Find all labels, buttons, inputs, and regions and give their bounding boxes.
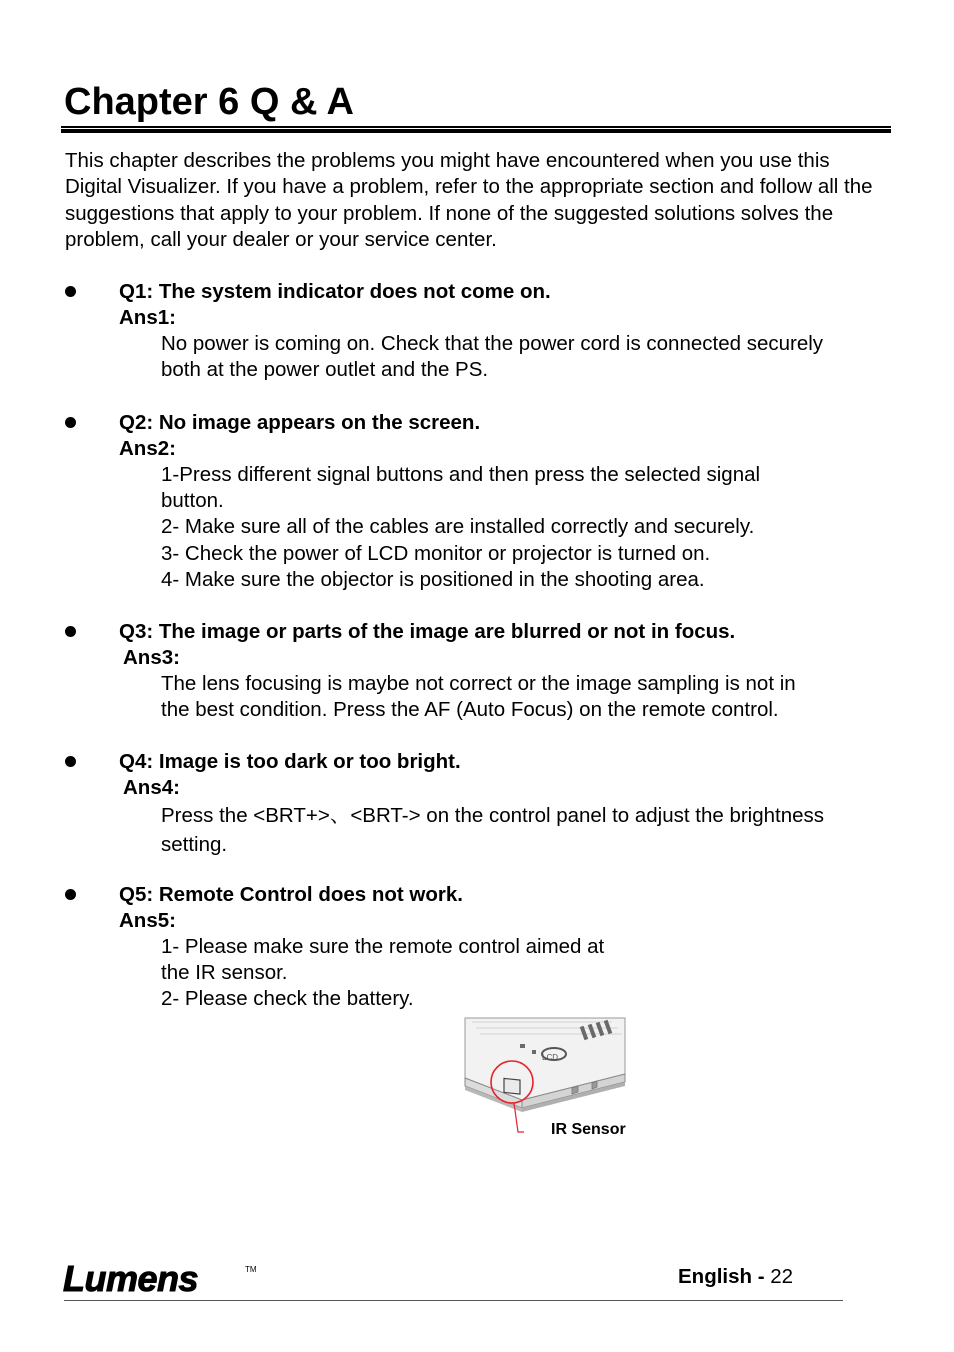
lumens-logo: [63, 1258, 263, 1300]
page-footer-label: [678, 1264, 793, 1290]
answer-label-5: Ans5:: [119, 909, 176, 932]
bullet-icon: [65, 417, 76, 428]
question-2: Q2: No image appears on the screen.: [119, 411, 481, 434]
question-3: Q3: The image or parts of the image are blurred or not in focus.: [119, 620, 736, 643]
answer-line: 1- Please make sure the remote control aimed at: [161, 935, 605, 958]
answer-line: No power is coming on. Check that the power cord is connected securely: [161, 332, 824, 355]
answer-label-3: Ans3:: [123, 646, 180, 669]
answer-label-4: Ans4:: [123, 776, 180, 799]
title-rule: [61, 126, 891, 128]
logo-wordmark: Lumens: [63, 1258, 199, 1299]
answer-4: [161, 801, 901, 859]
answer-3: [161, 671, 901, 723]
intro-paragraph: This chapter describes the problems you might have encountered when you use this Digital Visualizer. If you have a problem, refer to the appropriate section and follow all the suggestions that apply to your problem. If none of the suggested solutions solves the problem, call your dealer or your service center.: [65, 149, 873, 251]
footer-language: English -: [678, 1265, 771, 1288]
ir-sensor-label: IR Sensor: [551, 1121, 626, 1138]
bullet-icon: [65, 889, 76, 900]
answer-line: 3- Check the power of LCD monitor or projector is turned on.: [161, 541, 711, 565]
answer-line: both at the power outlet and the PS.: [161, 358, 489, 382]
answer-line: the IR sensor.: [161, 961, 288, 985]
answer-line: button.: [161, 489, 224, 513]
svg-text:LCD: LCD: [542, 1053, 559, 1062]
answer-label-1: Ans1:: [119, 306, 176, 329]
question-5: Q5: Remote Control does not work.: [119, 883, 463, 906]
title-rule-thick: [61, 129, 891, 133]
footer-rule: [64, 1300, 843, 1301]
answer-line: 4- Make sure the objector is positioned in the shooting area.: [161, 567, 705, 591]
bullet-icon: [65, 756, 76, 767]
answer-line: 2- Make sure all of the cables are installed correctly and securely.: [161, 515, 755, 539]
answer-line: 2- Please check the battery.: [161, 987, 414, 1011]
answer-line: Press the <BRT+>、<BRT-> on the control panel to adjust the brightness: [161, 804, 825, 827]
question-4: Q4: Image is too dark or too bright.: [119, 750, 461, 773]
logo-trademark: TM: [245, 1265, 257, 1274]
answer-5: [161, 934, 901, 1013]
answer-line: 1-Press different signal buttons and then press the selected signal: [161, 463, 761, 486]
answer-2: [161, 462, 901, 593]
logo-mark: [63, 1258, 263, 1300]
answer-label-2: Ans2:: [119, 437, 176, 460]
bullet-icon: [65, 626, 76, 637]
answer-line: setting.: [161, 833, 228, 856]
answer-line: the best condition. Press the AF (Auto Focus) on the remote control.: [161, 698, 779, 722]
bullet-icon: [65, 286, 76, 297]
answer-1: [161, 331, 901, 383]
page-number: 22: [770, 1265, 794, 1288]
question-1: Q1: The system indicator does not come on.: [119, 280, 551, 303]
answer-line: The lens focusing is maybe not correct or the image sampling is not in: [161, 672, 796, 695]
chapter-title: Chapter 6 Q & A: [64, 81, 354, 123]
